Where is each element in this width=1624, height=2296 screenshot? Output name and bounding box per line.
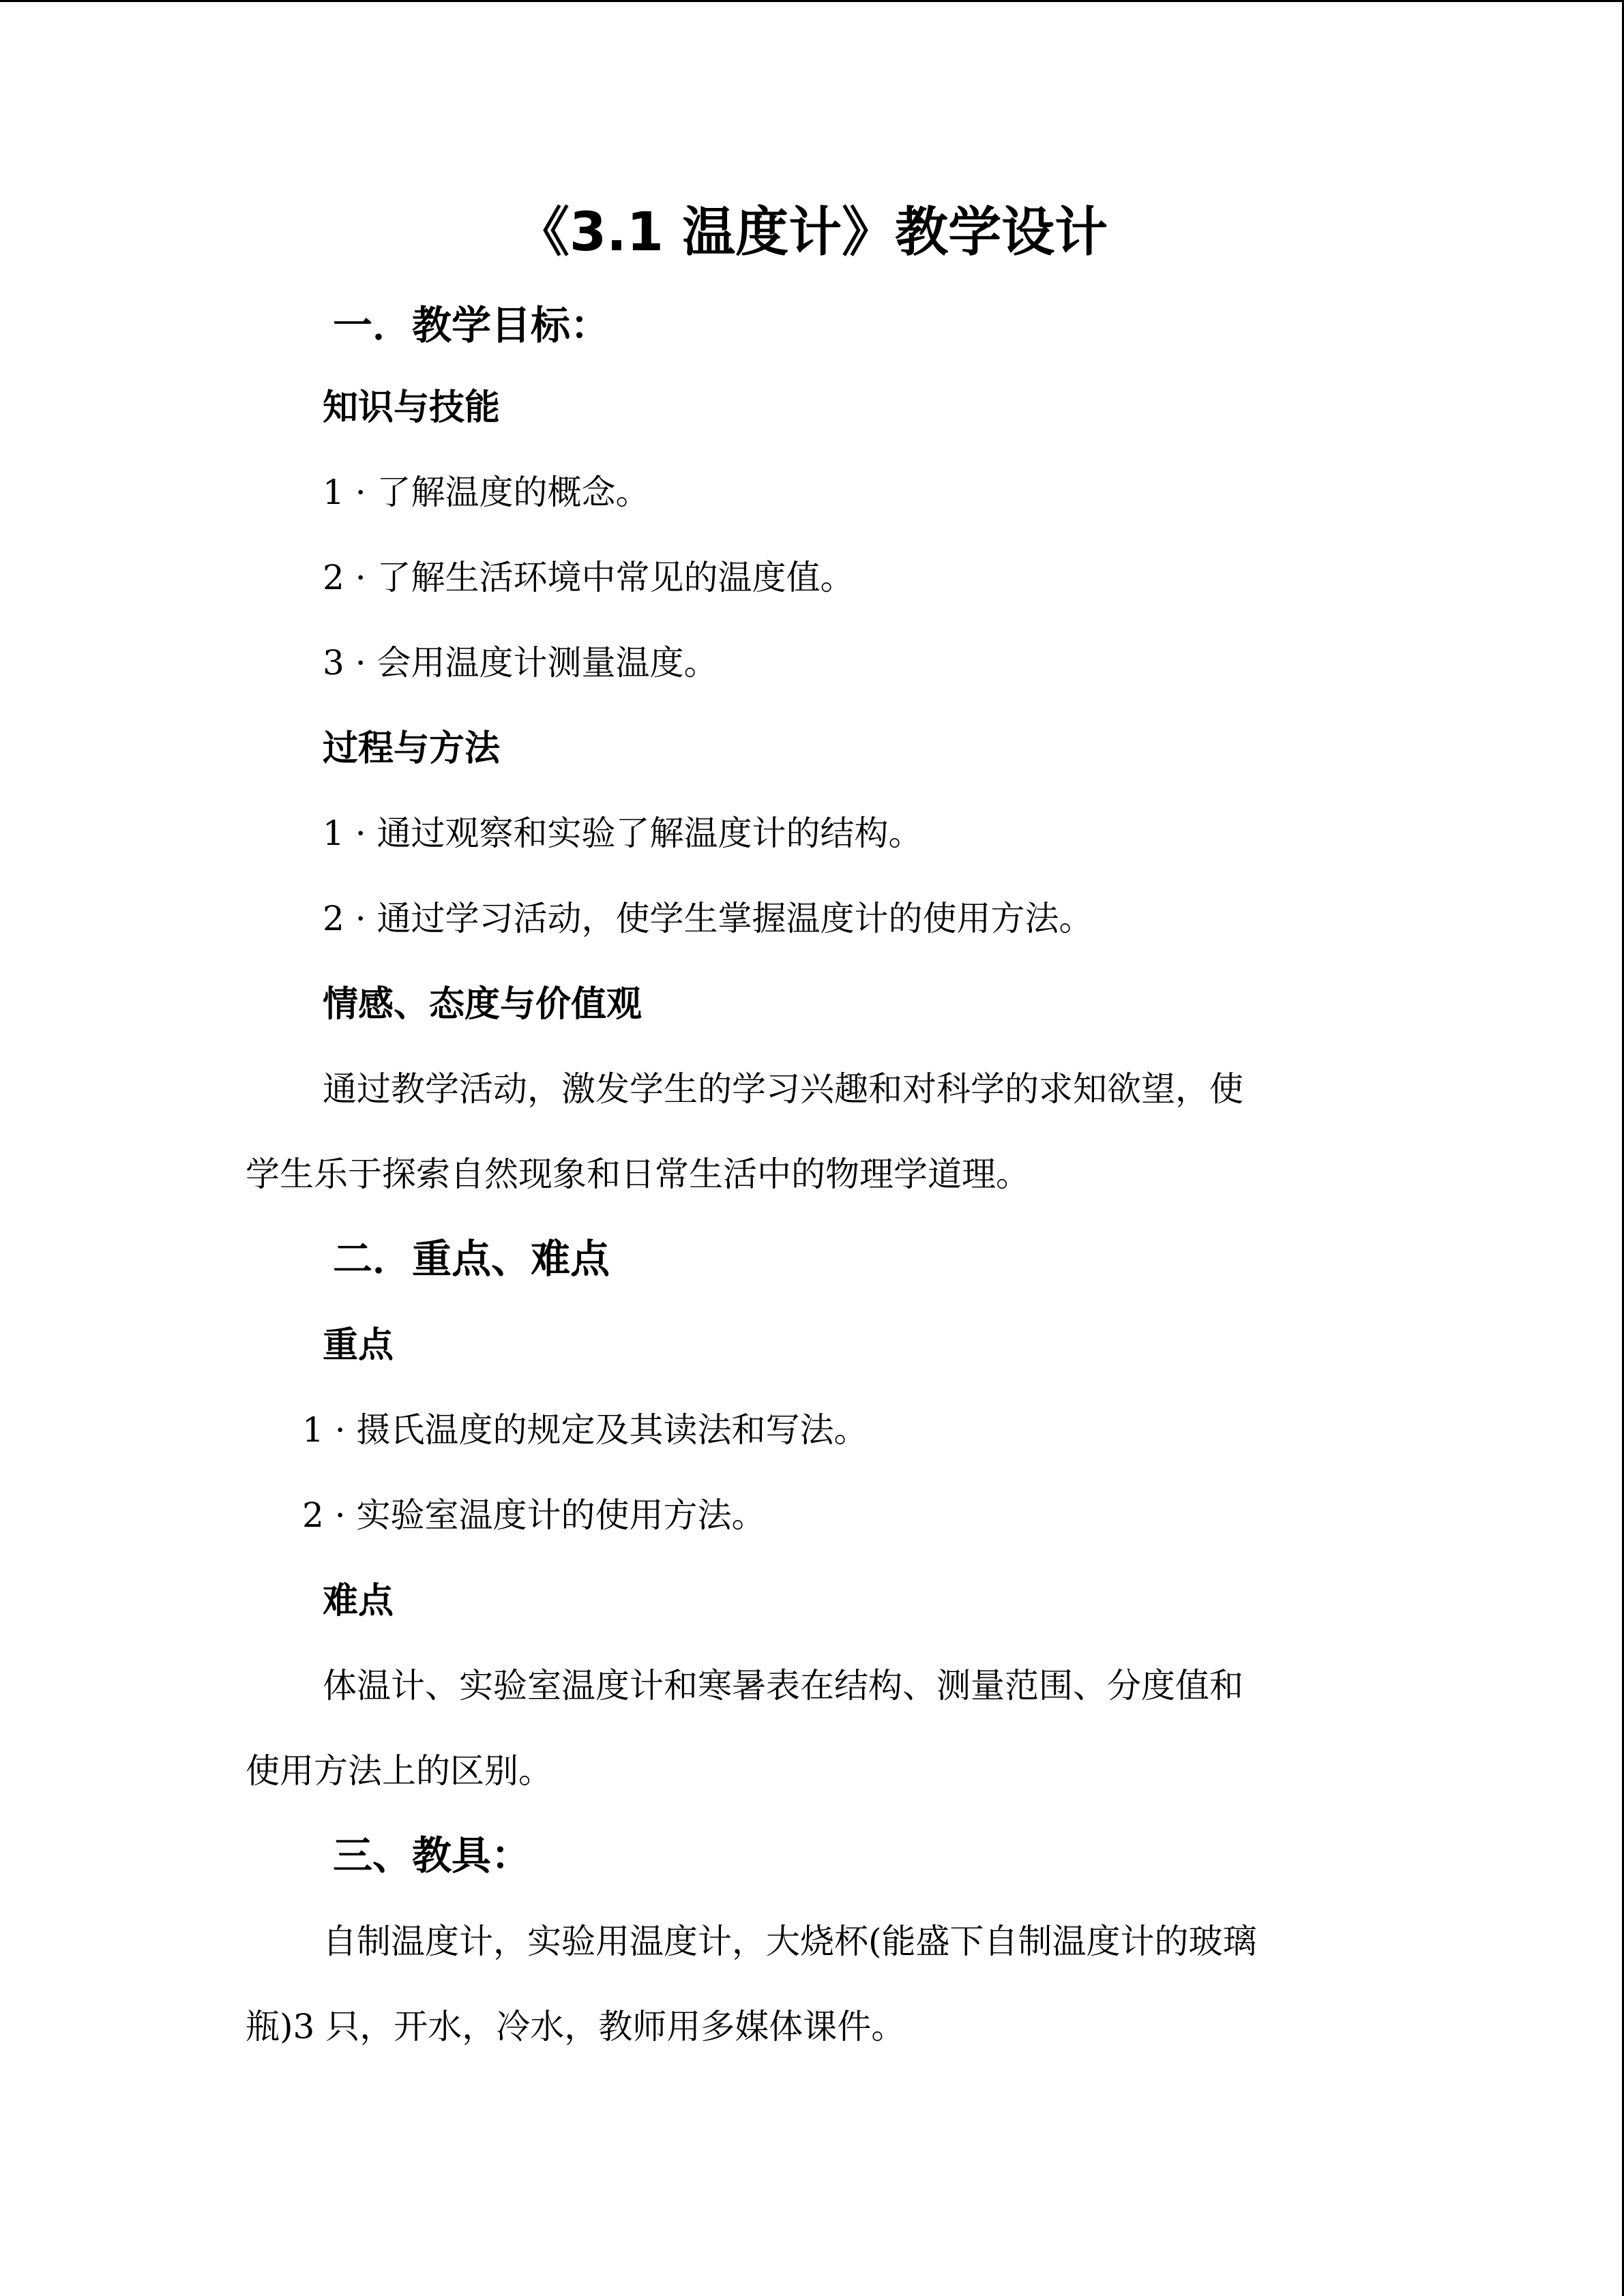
list-item: 2 · 通过学习活动，使学生掌握温度计的使用方法。 — [323, 899, 1093, 938]
subheading-knowledge-skills: 知识与技能 — [323, 387, 501, 428]
paragraph-line: 体温计、实验室温度计和寒暑表在结构、测量范围、分度值和 — [323, 1666, 1243, 1705]
subheading-key: 重点 — [323, 1325, 394, 1366]
subheading-difficult: 难点 — [323, 1581, 394, 1622]
list-item: 3 · 会用温度计测量温度。 — [323, 643, 718, 683]
section-heading-teaching-aids: 三、教具： — [333, 1832, 531, 1879]
subheading-attitudes-values: 情感、态度与价值观 — [323, 984, 643, 1025]
paragraph-line: 自制温度计，实验用温度计，大烧杯(能盛下自制温度计的玻璃 — [323, 1922, 1257, 1961]
paragraph-line: 学生乐于探索自然现象和日常生活中的物理学道理。 — [246, 1154, 1030, 1194]
paragraph-line: 通过教学活动，激发学生的学习兴趣和对科学的求知欲望，使 — [323, 1069, 1243, 1109]
list-item: 2 · 实验室温度计的使用方法。 — [302, 1495, 766, 1535]
section-heading-key-points: 二．重点、难点 — [333, 1236, 610, 1282]
section-heading-objectives: 一．教学目标： — [333, 302, 610, 348]
document-title: 《3.1 温度计》教学设计 — [516, 202, 1108, 263]
paragraph-line: 使用方法上的区别。 — [246, 1751, 552, 1791]
page-border-top — [0, 0, 1624, 2]
list-item: 1 · 了解温度的概念。 — [323, 473, 650, 512]
paragraph-line: 瓶)3 只，开水，冷水，教师用多媒体课件。 — [246, 2007, 906, 2046]
list-item: 1 · 通过观察和实验了解温度计的结构。 — [323, 814, 923, 853]
list-item: 2 · 了解生活环境中常见的温度值。 — [323, 558, 855, 597]
subheading-process-methods: 过程与方法 — [323, 728, 501, 769]
list-item: 1 · 摄氏温度的规定及其读法和写法。 — [302, 1410, 868, 1450]
